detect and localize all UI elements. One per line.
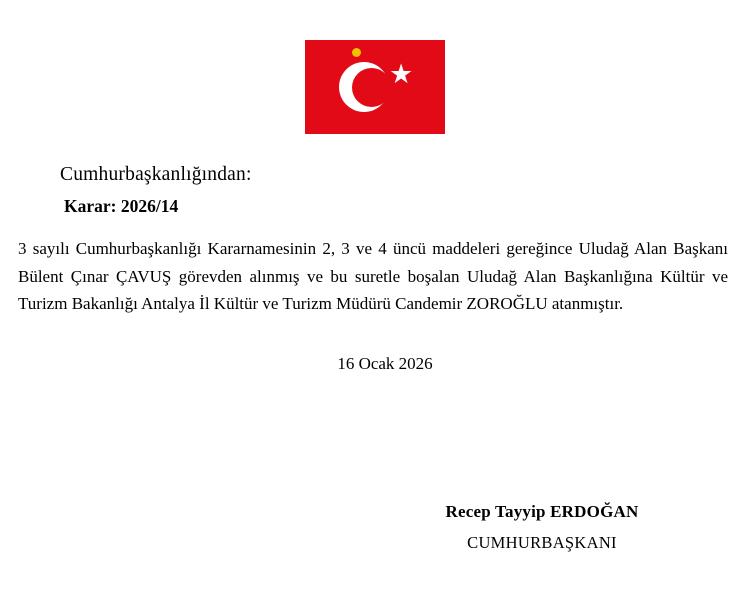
issuer-line: Cumhurbaşkanlığından: [60,164,252,185]
crescent-inner-shape [352,68,391,107]
turkish-flag-icon [305,40,445,134]
signatory-name: Recep Tayyip ERDOĞAN [445,502,639,521]
document-date: 16 Ocak 2026 [337,353,433,373]
signatory-title: CUMHURBAŞKANI [467,533,617,552]
decision-number: Karar: 2026/14 [64,196,179,216]
signature-block [392,502,692,553]
document-body-text: 3 sayılı Cumhurbaşkanlığı Kararnamesinin 2, 3 ve 4 üncü maddeleri gereğince Uludağ Alan Başkanı Bülent Çınar ÇAVUŞ görevden alınmış ve bu suretle boşalan Uludağ Alan Başkanlığına Kültür ve Turizm Bakanlığı Antalya İl Kültür ve Turizm Müdürü Candemir ZOROĞLU atanmıştır. [18,239,728,314]
flag-container [0,0,750,134]
document-content [0,164,750,374]
flag-accent-dot [352,48,361,57]
